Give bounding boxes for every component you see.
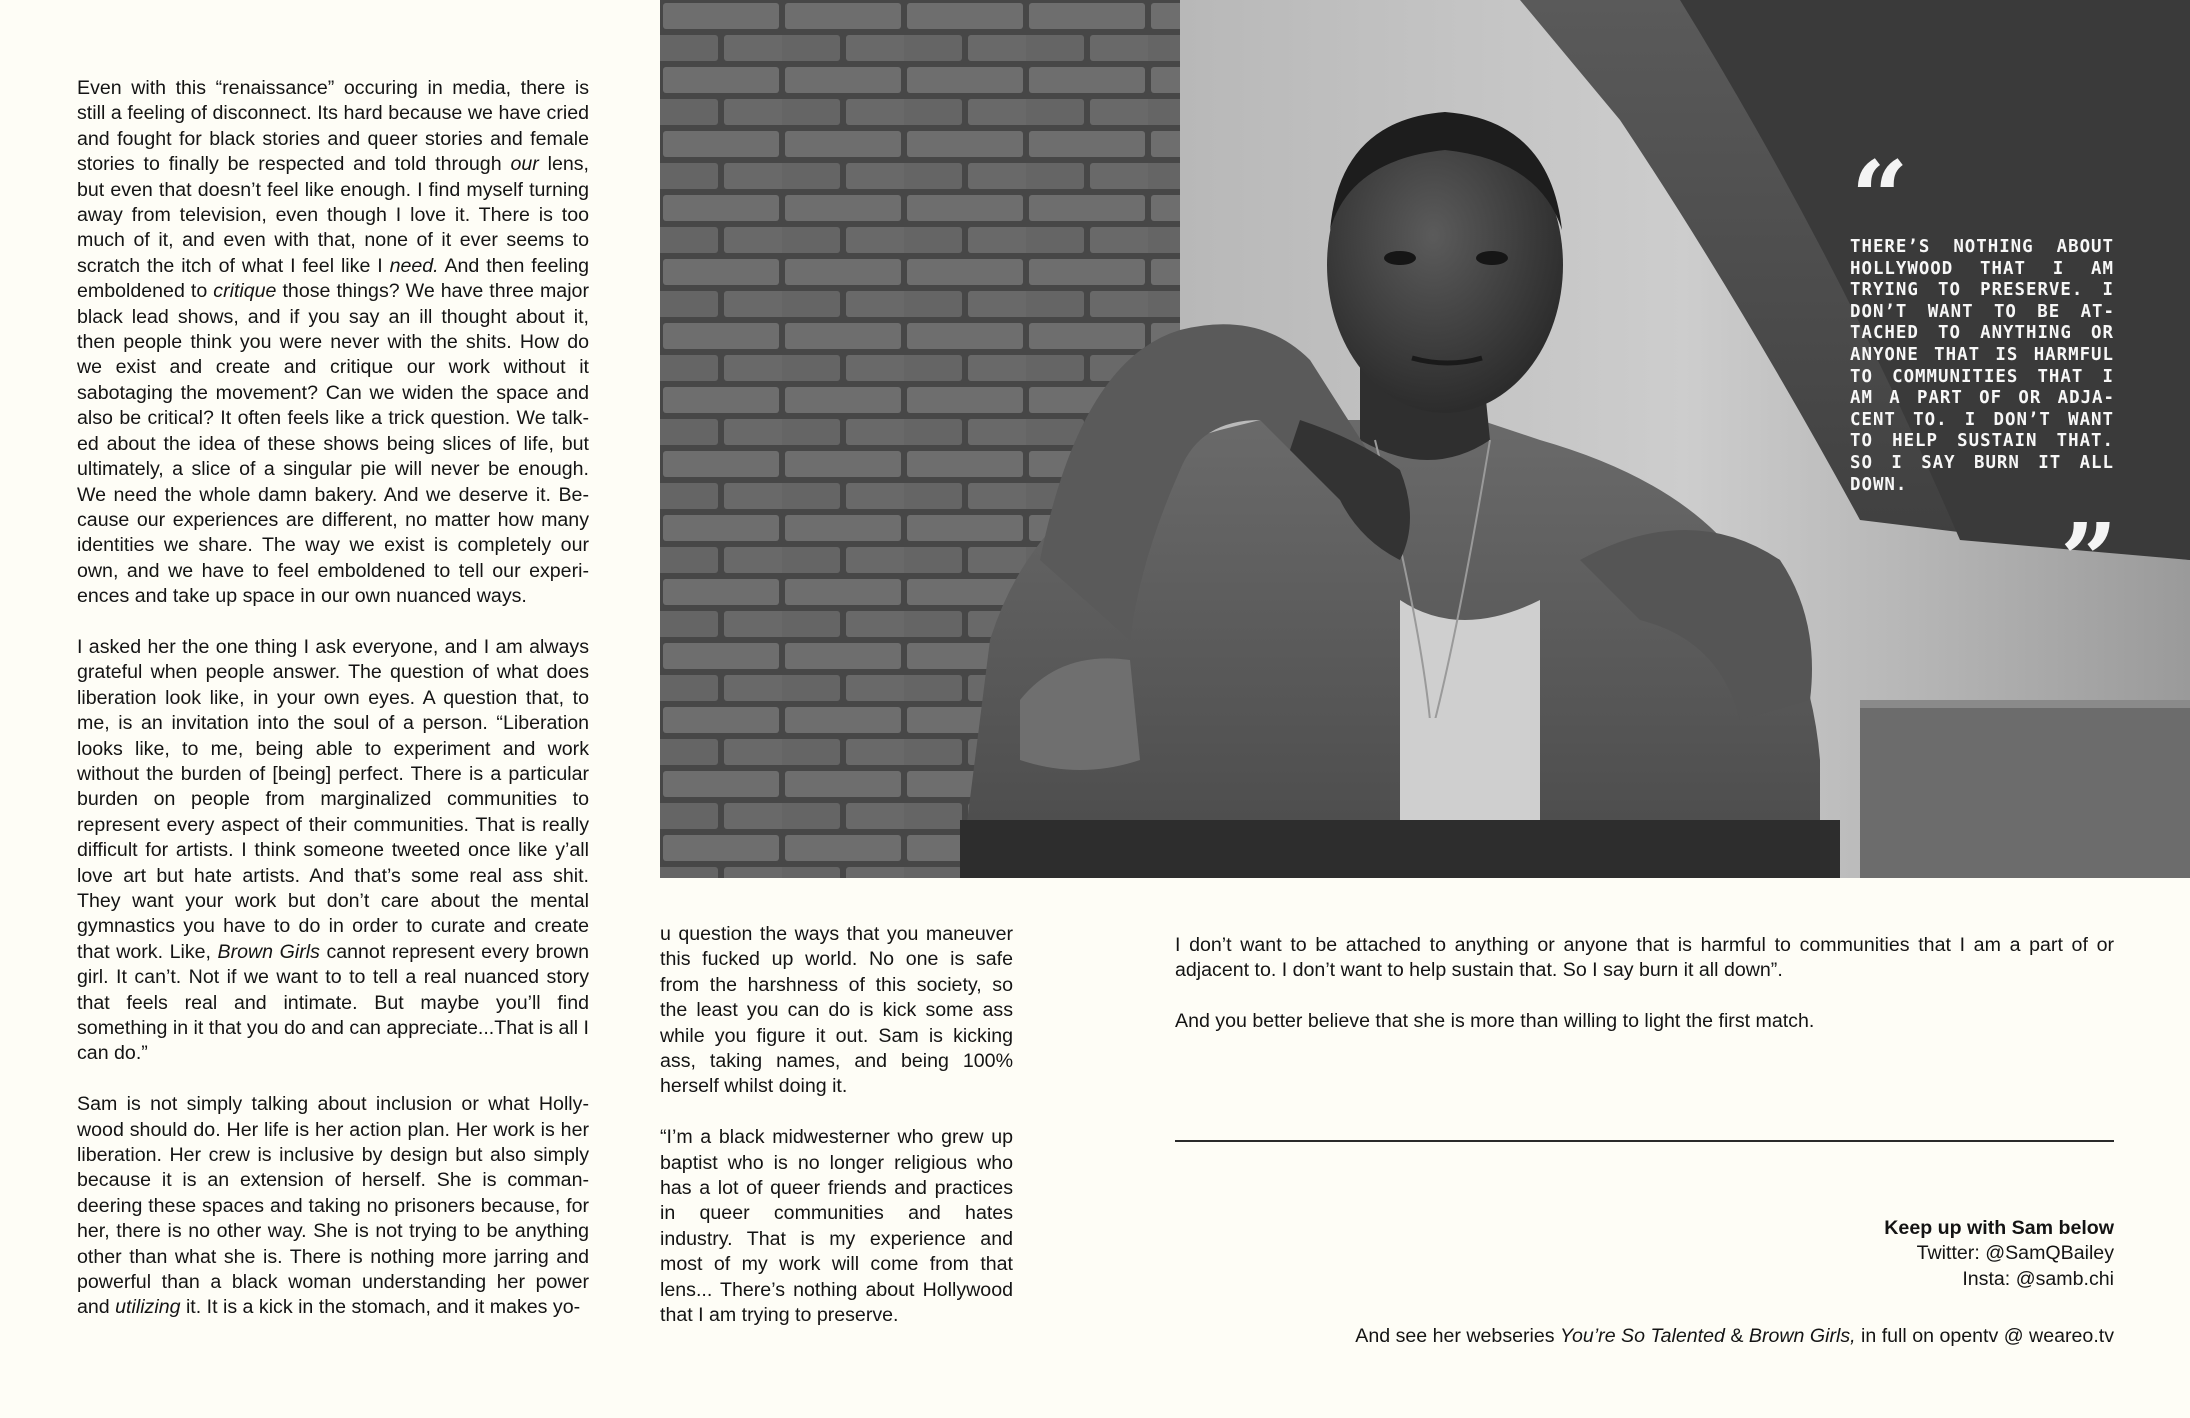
paragraph (77, 635, 589, 1067)
spacer (1214, 1292, 2114, 1324)
italic-text: need. (389, 254, 439, 277)
paragraph (660, 1125, 1013, 1328)
text-run: “I’m a black midwesterner who grew up baptist who is no longer religious who has a lot of queer friends and practices in queer communities and hates industry. That is my experience and most of my work will come from that lens... There’s nothing about Hollywood that I am trying to preserve. (660, 1126, 1013, 1327)
text-run: those things? We have three major black lead shows, and if you say an ill thought about it, then people think you were never with the shits. How do we exist and create and critique our work without it sabotaging the movement? Can we widen the space and also be critical? It often feels like a trick question. We talked about the idea of these shows being slices of life, but ultimately, a slice of a singular pie will never be enough. We need the whole damn bakery. And we deserve it. Because our experiences are different, no matter how many identities we share. The way we exist is completely our own, and we have to feel emboldened to tell our experiences and take up space in our own nuanced ways. (77, 280, 589, 608)
italic-text: utilizing (115, 1296, 181, 1319)
text-run: I asked her the one thing I ask everyone, and I am always grateful when people answer. The question of what does liberation look like, in your own eyes. A question that, to me, is an invitation into the soul of a person. “Liberation looks like, to me, being able to experiment and work without the burden of [being] perfect. There is a particular burden on people from marginalized communities to represent every aspect of their communities. That is really difficult for artists. I think someone tweeted once like y’all love art but hate artists. And that’s some real ass shit. They want your work but don’t care about the mental gymnastics you have to do in order to curate and create that work. Like, (77, 635, 589, 963)
text-run: lens, but even that doesn’t feel like enough. I find myself turning away from television, even though I love it. There is too much of it, and even with that, none of it ever seems to scratch the itch of what I feel like I (77, 153, 589, 277)
paragraph (77, 1092, 589, 1321)
text-run: And see her webseries (1355, 1325, 1561, 1348)
paragraph (1175, 1009, 2114, 1034)
text-run: u question the ways that you maneuver this fucked up world. No one is safe from the harshness of this society, so the least you can do is kick some ass while you figure it out. Sam is kicking ass, taking names, and being 100% herself whilst doing it. (660, 923, 1013, 1098)
credits-heading: Keep up with Sam below (1884, 1217, 2114, 1239)
left-column (77, 76, 589, 1321)
close-quote-mark: ” (2060, 501, 2118, 619)
italic-text: Brown Girls, (1748, 1325, 1856, 1348)
text-run: Sam is not simply talking about inclusion or what Hollywood should do. Her life is her action plan. Her work is her liberation. Her crew is inclusive by design but also simply because it is an extension of herself. She is commandeering these spaces and taking no prisoners because, for her, there is no other way. She is not trying to be anything other than what she is. There is nothing more jarring and powerful than a black woman understanding her power and (77, 1093, 589, 1319)
text-run: And you better believe that she is more than willing to light the first match. (1175, 1010, 1815, 1033)
text-run: cannot represent every brown girl. It can’t. Not if we want to to tell a real nuanced story that feels real and intimate. But maybe you’ll find something in it that you do and can appreciate...That is all I can do.” (77, 940, 589, 1065)
credits-block (1214, 1216, 2114, 1350)
paragraph (77, 76, 589, 610)
right-column (1175, 933, 2114, 1035)
divider-rule (1175, 1140, 2114, 1142)
open-quote-mark: “ (1851, 139, 1909, 257)
paragraph (660, 922, 1013, 1100)
text-run: in full on opentv @ weareo.tv (1855, 1325, 2114, 1348)
text-run: I don’t want to be attached to anything or anyone that is harmful to communities that I am a part of or adjacent to. I don’t want to help sustain that. So I say burn it all down”. (1175, 934, 2114, 982)
italic-text: critique (213, 280, 277, 303)
pull-quote: THERE’S NOTHING ABOUT HOLLYWOOD THAT I AM TRYING TO PRESERVE. I DON’T WANT TO BE ATTACHED TO ANYTHING OR ANYONE THAT IS HARMFUL TO COMMUNITIES THAT I AM A PART OF OR ADJACENT TO. I DON’T WANT TO HELP SUSTAIN THAT. SO I SAY BURN IT ALL DOWN. (1850, 237, 2114, 495)
insta-handle: Insta: @samb.chi (1962, 1267, 2114, 1290)
italic-text: Brown Girls (217, 940, 320, 963)
middle-column (660, 922, 1013, 1328)
italic-text: You’re So Talented (1560, 1325, 1725, 1348)
webseries-line (1214, 1324, 2114, 1349)
paragraph (1175, 933, 2114, 984)
italic-text: our (510, 153, 539, 176)
text-run: & (1724, 1325, 1749, 1348)
text-run: it. It is a kick in the stomach, and it makes yo- (180, 1296, 581, 1319)
text-run: Even with this “renaissance” occuring in media, there is still a feeling of disconnect. Its hard because we have cried and fought for black stories and queer stories and female stories to finally be respected and told through (77, 77, 589, 176)
twitter-handle: Twitter: @SamQBailey (1916, 1242, 2114, 1265)
text-run: And then feeling emboldened to (77, 254, 589, 303)
